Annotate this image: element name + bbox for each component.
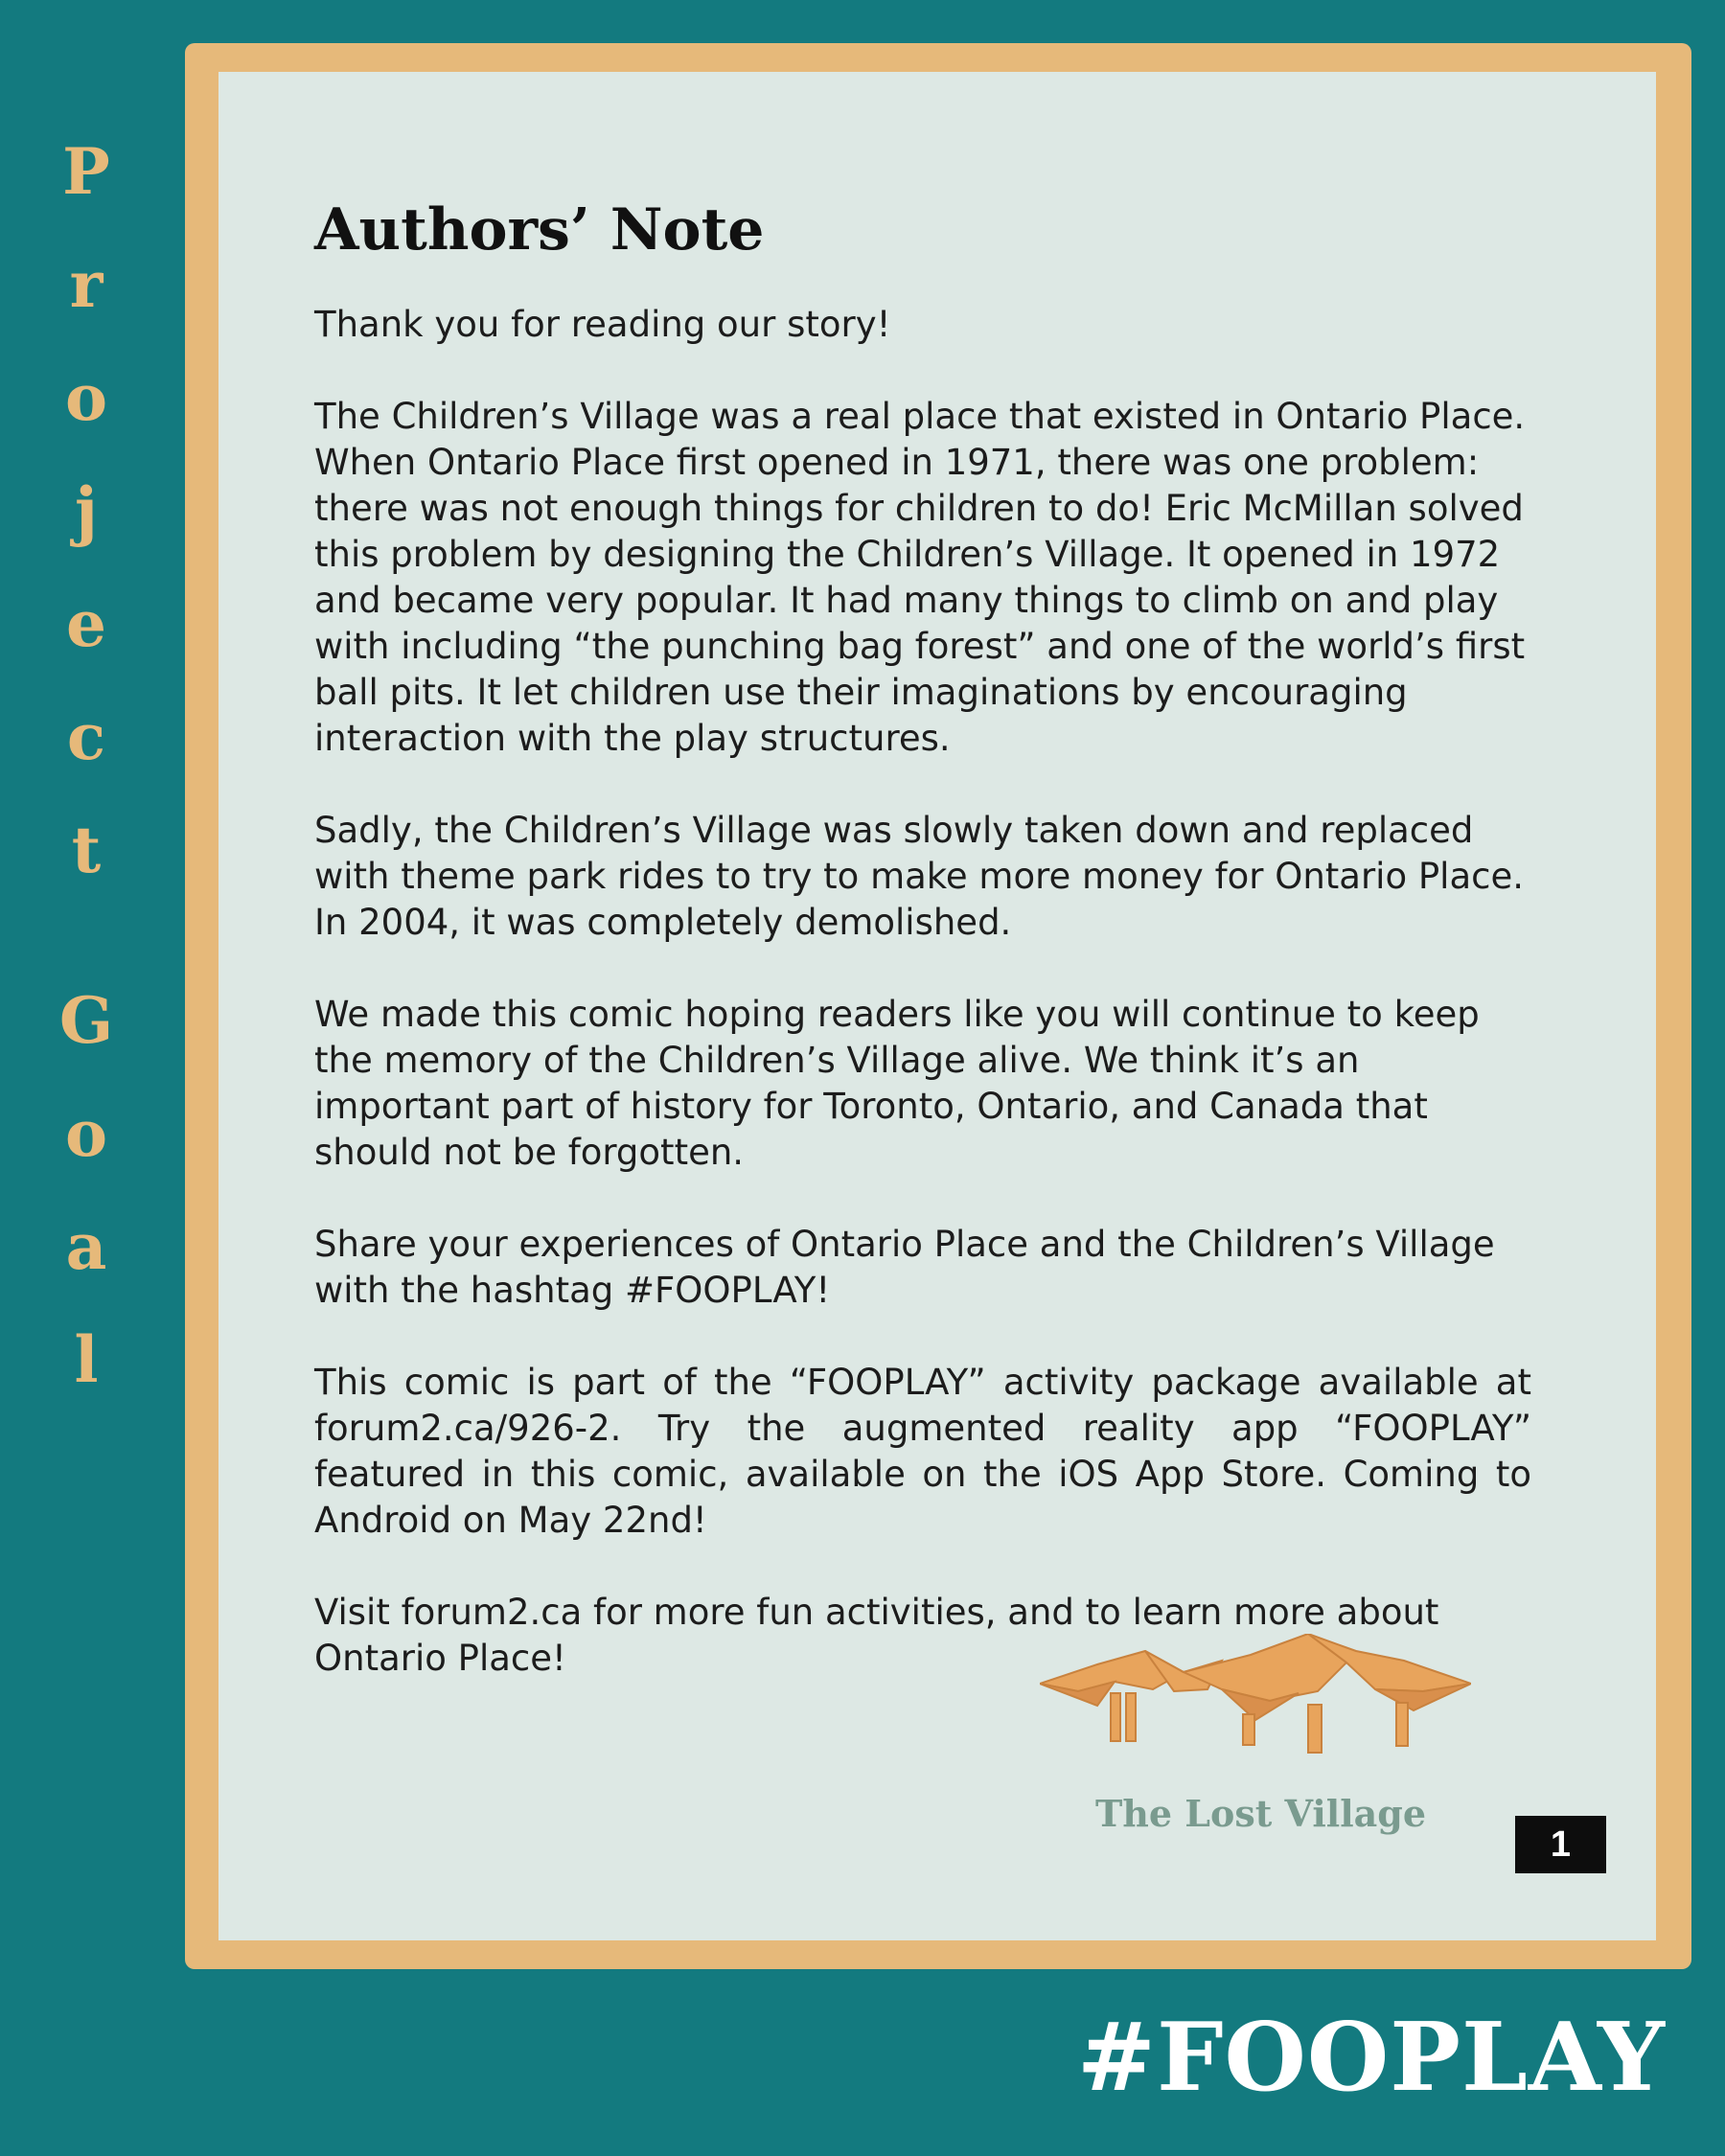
side-letter: e: [66, 586, 106, 661]
paragraph: This comic is part of the “FOOPLAY” activity package available at forum2.ca/926-2. Try the augmented reality app “FOOPLAY” featured in this comic, available on the iOS App Store. Coming to Android on May 22nd!: [314, 1362, 1531, 1541]
paragraph: Visit forum2.ca for more fun activities, and to learn more about Ontario Place!: [314, 1592, 1439, 1679]
side-letter: o: [64, 360, 108, 435]
lost-village-logo-text: The Lost Village: [1095, 1792, 1427, 1835]
page-number-badge: 1: [1515, 1816, 1606, 1873]
side-letter: o: [64, 1096, 108, 1171]
body-text: [314, 302, 1531, 1728]
side-letter: r: [69, 247, 104, 322]
side-letter: G: [58, 983, 114, 1058]
side-letter: j: [75, 473, 98, 548]
side-letter: P: [62, 134, 110, 209]
paragraph: Thank you for reading our story!: [314, 304, 891, 345]
page-frame: [185, 43, 1691, 1969]
paragraph: Sadly, the Children’s Village was slowly taken down and replaced with theme park rides to try to make more money for Ontario Place. In 2004, it was completely demolished.: [314, 810, 1524, 943]
paragraph: We made this comic hoping readers like you will continue to keep the memory of the Children’s Village alive. We think it’s an important part of history for Toronto, Ontario, and Canada that should not be forgotten.: [314, 994, 1480, 1173]
side-letter: a: [65, 1209, 107, 1284]
paragraph: Share your experiences of Ontario Place and the Children’s Village with the hashtag #FOOPLAY!: [314, 1224, 1495, 1311]
tent-canopy-icon: [1040, 1634, 1471, 1754]
side-letter: t: [71, 813, 102, 887]
page-title: Authors’ Note: [314, 196, 765, 264]
footer-hashtag: #FOOPLAY: [1076, 2003, 1666, 2113]
side-letter: l: [74, 1322, 99, 1397]
side-letter: c: [66, 700, 106, 774]
paragraph: The Children’s Village was a real place that existed in Ontario Place. When Ontario Place first opened in 1971, there was one problem: there was not enough things for children to do! Eric McMillan solved this problem by designing the Children’s Village. It opened in 1972 and became very popular. It had many things to climb on and play with including “the punching bag forest” and one of the world’s first ball pits. It let children use their imaginations by encouraging interaction with the play structures.: [314, 396, 1526, 759]
side-title-project-goal: [38, 115, 134, 1416]
page-panel: [218, 72, 1656, 1940]
